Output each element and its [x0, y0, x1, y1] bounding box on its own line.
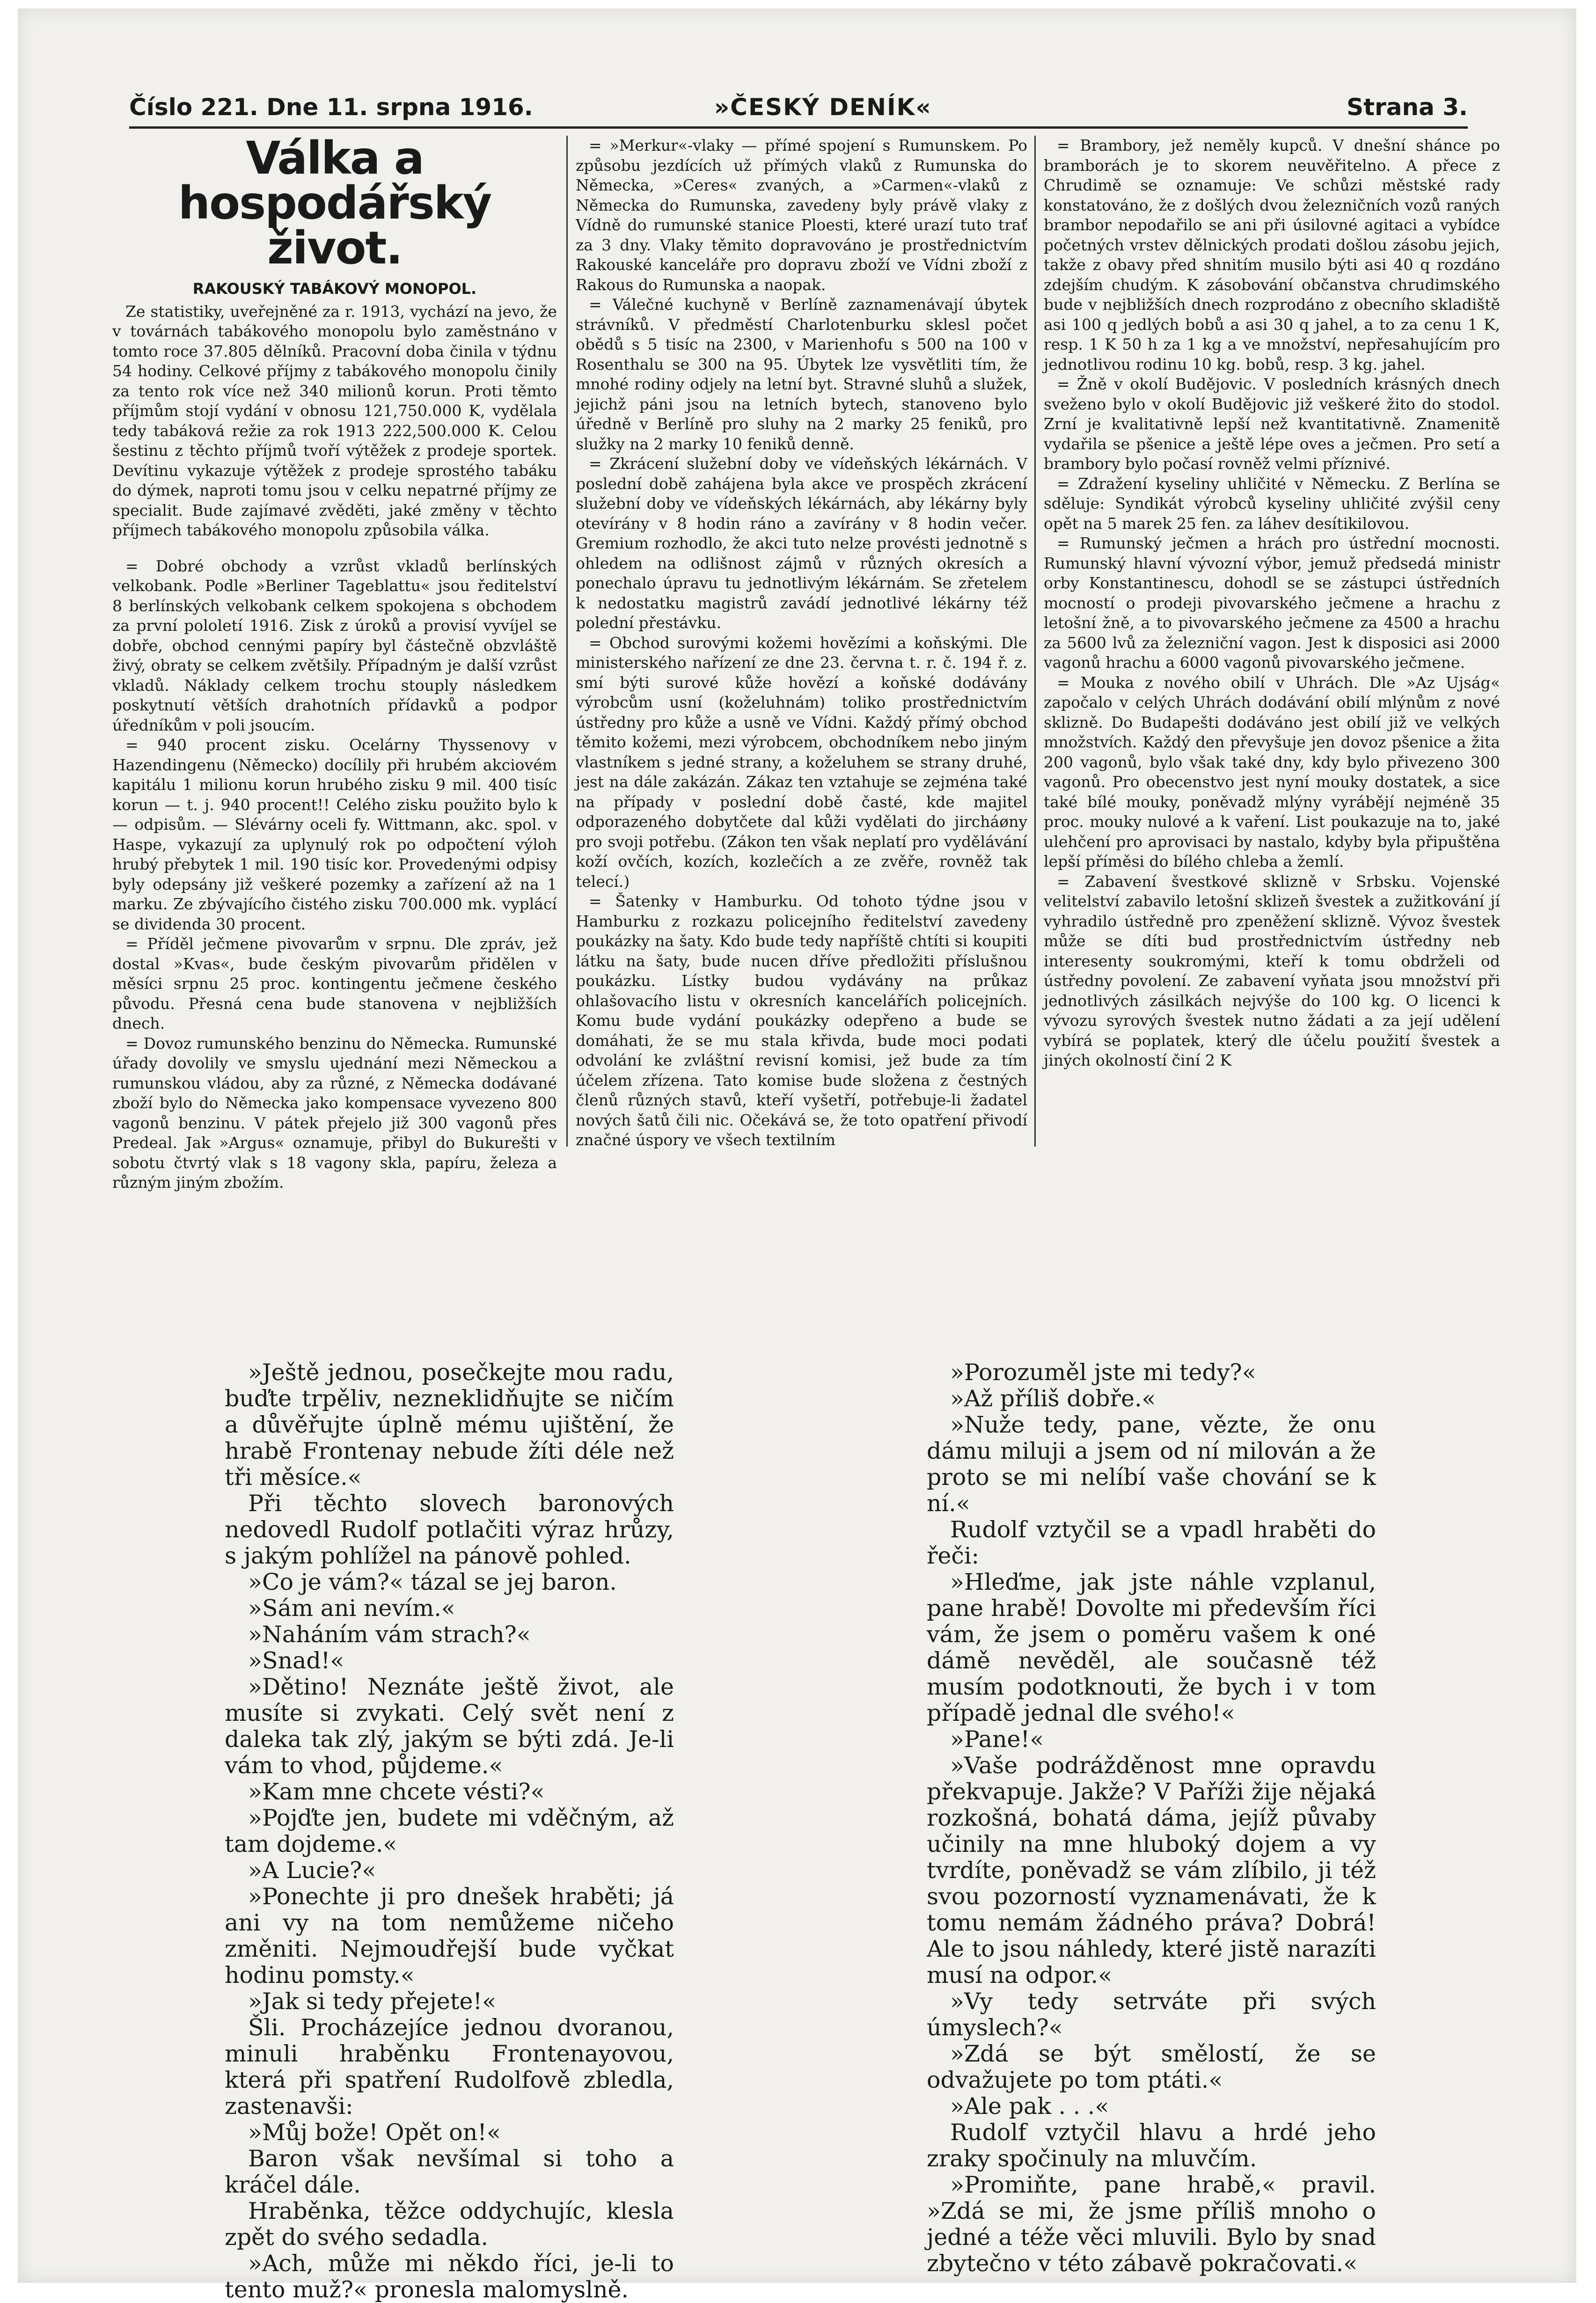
novel-paragraph: Hraběnka, těžce oddychujíc, klesla zpět do svého sedadla. — [225, 2198, 674, 2251]
novel-paragraph: »Můj bože! Opět on!« — [248, 2119, 501, 2146]
page-header — [129, 89, 1468, 129]
novel-paragraph: »Ještě jednou, posečkejte mou radu, buďte trpěliv, nezneklidňujte se ničím a důvěřujte úplně mému ujištění, že hrabě Frontenay nebude žíti déle než tři měsíce.« — [225, 1359, 674, 1491]
novel-paragraph: »Snad!« — [248, 1647, 344, 1674]
novel-paragraph: Šli. Procházejíce jednou dvoranou, minuli hraběnku Frontenayovou, která při spatření Rudolfově zbledla, zastenavši: — [225, 2014, 674, 2120]
news-item: = Zabavení švestkové sklizně v Srbsku. Vojenské velitelství zabavilo letošní sklizeň švestek a zužitkování jí vyhradilo ústředně pro zpeněžení sklizně. Vývoz švestek může se díti bud prostřednictvím ústředny neb interesenty soukromými, kteří k tomu obdrželi od ústředny povolení. Ze zabavení vyňata jsou množství při jednotlivých zásilkách nejvýše do 100 kg. O licenci k vývozu syrových švestek nutno žádati a za její udělení vybírá se poplatek, který dle účelu použití švestek a jiných okolností činí 2 K — [1044, 872, 1500, 1069]
novel-paragraph: »Ach, může mi někdo říci, je-li to tento muž?« pronesla malomyslně. — [225, 2250, 674, 2303]
news-item: = Dovoz rumunského benzinu do Německa. Rumunské úřady dovolily ve smyslu ujednání mezi Německou a rumunskou vládou, aby za různé, z Německa dodávané zboží bylo do Německa jako kompensace vyvezeno 800 vagonů benzinu. V pátek přejelo již 300 vagonů přes Predeal. Jak »Argus« oznamuje, přibyl do Bukurešti v sobotu čtvrtý vlak s 18 vagony skla, papíru, železa a různým jiným zbožím. — [112, 1034, 557, 1192]
news-item: = Rumunský ječmen a hrách pro ústřední mocnosti. Rumunský hlavní vývozní výbor, jemuž předsedá ministr orby Konstantinescu, dohodl se se zástupci ústředních mocností o prodeji pivovarského ječmene a hrachu z letošní žně, a to pivovarského ječmene za 4500 a hrachu za 5600 lvů za železniční vagon. Jest k disposici asi 2000 vagonů hrachu a 6000 vagonů pivovarského ječmene. — [1044, 534, 1500, 672]
novel-paragraph: »Až příliš dobře.« — [950, 1385, 1156, 1412]
page-number: Strana 3. — [1347, 94, 1468, 121]
news-item: = Obchod surovými kožemi hovězími a koňskými. Dle ministerského nařízení ze dne 23. června t. r. č. 194 ř. z. smí býti surové kůže hovězí a koňské dodávány výrobcům usní (koželuhnám) toliko prostřednictvím ústředny pro kůže a usně ve Vídni. Každý přímý obchod těmito kožemi, mezi výrobcem, obchodníkem nebo jiným vlastníkem s jedné strany, a koželuhem se strany druhé, jest na dále zakázán. Zákaz ten vztahuje se zejména také na případy v poslední době časté, kde majitel odporazeného dobytčete dal kůži vydělati do jircháøny pro svoji potřebu. (Zákon ten však neplatí pro vydělávání koží ovčích, kozích, kozlečích a ze zvěře, rovněž tak telecí.) — [576, 633, 1027, 891]
novel-paragraph: »Sám ani nevím.« — [248, 1595, 455, 1622]
novel-paragraph: »Zdá se být smělostí, že se odvažujete po tom ptáti.« — [927, 2040, 1376, 2093]
news-item: = Zkrácení služební doby ve vídeňských lékárnách. V poslední době zahájena byla akce ve prospěch zkrácení služební doby ve vídeňských lékárnách, aby lékárny byly otevírány v 8 hodin ráno a zavírány v 8 hodin večer. Gremium rozhodlo, že akci tuto nelze provésti jednotně s ohledem na odlišnost zájmů v různých okresích a ponechalo úpravu tu jednotlivým lékárnám. Se zřetelem k nedostatku magistrů zavádí jednotlivé lékárny též polední přestávku. — [576, 454, 1027, 632]
novel-paragraph: »Porozuměl jste mi tedy?« — [950, 1359, 1256, 1386]
novel-paragraph: »Kam mne chcete vésti?« — [248, 1778, 545, 1805]
article-headline — [112, 132, 557, 274]
novel-paragraph: »Vy tedy setrváte při svých úmyslech?« — [927, 1988, 1376, 2041]
article-column-2 — [576, 136, 1027, 1150]
novel-paragraph: Při těchto slovech baronových nedovedl Rudolf potlačiti výraz hrůzy, s jakým pohlížel na pánově pohled. — [225, 1490, 674, 1569]
novel-paragraph: »Ale pak . . .« — [950, 2093, 1109, 2120]
news-item: = 940 procent zisku. Ocelárny Thyssenovy v Hazendingenu (Německo) docílily při hrubém akciovém kapitálu 1 milionu korun hrubého zisku 9 mil. 400 tisíc korun — t. j. 940 procent!! Celého zisku použito bylo k — odpisům. — Slévárny oceli fy. Wittmann, akc. spol. v Haspe, vykazují za uplynulý rok po odpočtení výloh hrubý přebytek 1 mil. 190 tisíc kor. Provedenými odpisy byly odepsány již veškeré pozemky a zařízení až na 1 marku. Ze zbývajícího čistého zisku 700.000 mk. vyplácí se dividenda 30 procent. — [112, 736, 557, 933]
serial-novel-left — [225, 1360, 674, 2303]
news-item: = Brambory, jež neměly kupců. V dnešní shánce po bramborách je to skorem neuvěřitelno. A přece z Chrudimě se oznamuje: Ve schůzi městské rady konstatováno, že z došlých dvou železničních vozů raných brambor nepodařilo se ani při úsilovné agitaci a vybídce početných vrstev dělnických prodati došlou zásobu jejich, takže z obavy před shnitím musilo býti asi 40 q rozdáno zdejším chudým. K zásobování občanstva chrudimského bude v nejbližších dnech rozprodáno z obecního skladiště asi 100 q jedlých bobů a asi 30 q jahel, a to za cenu 1 K, resp. 1 K 50 h za 1 kg a ve množství, nepřesahujícím pro jednotlivou rodinu 10 kg. bobů, resp. 3 kg. jahel. — [1044, 136, 1500, 373]
article-column-1 — [112, 132, 557, 1193]
news-item: = Zdražení kyseliny uhličité v Německu. Z Berlína se sděluje: Syndikát výrobců kyseliny uhličité zvýšil ceny opět na 5 marek 25 fen. za láhev desítikilovou. — [1044, 474, 1500, 533]
news-item: Ze statistiky, uveřejněné za r. 1913, vychází na jevo, že v továrnách tabákového monopolu bylo zaměstnáno v tomto roce 37.805 dělníků. Pracovní doba činila v týdnu 54 hodiny. Celkové příjmy z tabákového monopolu činily za tento rok více než 340 milionů korun. Proti těmto příjmům stojí vydání v obnosu 121,750.000 K, vydělala tedy tabáková režie za rok 1913 222,500.000 K. Celou šestinu z těchto příjmů tvoří výtěžek z prodeje sportek. Devítinu vykazuje výtěžek z prodeje sprostého tabáku do dýmek, naproti tomu jsou v celku nepatrné příjmy ze specialit. Bude zajímavé zvěděti, jaké změny v těchto příjmech tabákového monopolu způsobila válka. — [112, 302, 557, 539]
news-item: = »Merkur«-vlaky — přímé spojení s Rumunskem. Po způsobu jezdících už přímých vlaků z Rumunska do Německa, »Ceres« zvaných, a »Carmen«-vlaků z Německa do Rumunska, zavedeny byly právě vlaky z Vídně do rumunské stanice Ploesti, které urazí tuto trať za 3 dny. Vlaky těmito dopravováno je prostřednictvím Rakouské kanceláře pro dopravu zboží ve Vídni zboží z Rakous do Rumunska a naopak. — [576, 136, 1027, 294]
novel-paragraph: »Hleďme, jak jste náhle vzplanul, pane hrabě! Dovolte mi především říci vám, že jsem o poměru vašem k oné dámě nevěděl, ale současně též musím podotknouti, že bych i v tom případě jednal dle svého!« — [927, 1569, 1376, 1726]
news-item: = Dobré obchody a vzrůst vkladů berlínských velkobank. Podle »Berliner Tageblattu« jsou ředitelství 8 berlínských velkobank celkem spokojena s obchodem za první pololetí 1916. Zisk z úroků a provisí vyvíjel se dobře, obchod cennými papíry byl částečně obzvláště živý, obraty se celkem zvětšily. Případným je další vzrůst vkladů. Náklady celkem trochu stouply následkem poskytnutí větších drahotních přídavků a podpor úředníkům v poli jsoucím. — [112, 556, 557, 734]
news-item: = Příděl ječmene pivovarům v srpnu. Dle zpráv, jež dostal »Kvas«, bude českým pivovarům přidělen v měsíci srpnu 25 proc. kontingentu ječmene českého původu. Přesná cena bude stanovena v nejbližších dnech. — [112, 935, 557, 1032]
novel-paragraph: »Promiňte, pane hrabě,« pravil. »Zdá se mi, že jsme příliš mnoho o jedné a téže věci mluvili. Bylo by snad zbytečno v této zábavě pokračovati.« — [927, 2171, 1376, 2277]
article-column-3 — [1044, 136, 1500, 1071]
novel-paragraph: »Vaše podrážděnost mne opravdu překvapuje. Jakže? V Paříži žije nějaká rozkošná, bohatá dáma, jejíž půvaby učinily na mne hluboký dojem a vy tvrdíte, poněvadž se vám zlíbilo, ji též svou pozorností vyznamenávati, že k tomu nemám žádného práva? Dobrá! Ale to jsou náhledy, které jistě narazíti musí na odpor.« — [927, 1752, 1376, 1989]
novel-paragraph: »Naháním vám strach?« — [248, 1621, 531, 1648]
issue-date: Číslo 221. Dne 11. srpna 1916. — [129, 94, 533, 121]
novel-paragraph: »Dětino! Neznáte ještě život, ale musíte si zvykati. Celý svět není z daleka tak zlý, jakým se býti zdá. Je-li vám to vhod, půjdeme.« — [225, 1674, 674, 1779]
novel-paragraph: Rudolf vztyčil se a vpadl hraběti do řeči: — [927, 1516, 1376, 1569]
column-divider — [1034, 136, 1036, 1147]
news-item: = Mouka z nového obilí v Uhrách. Dle »Az Ujság« započalo v celých Uhrách dodávání obilí mlýnům z nové sklizně. Do Budapešti dodáváno jest obilí již ve velkých množstvích. Každý den převyšuje jen dovoz pšenice a žita 200 vagonů, bylo však také dny, kdy bylo přivezeno 300 vagonů. Pro obecenstvo jest nyní mouky dostatek, a sice také bílé mouky, poněvadž mlýny vyrábějí nejméně 35 proc. mouky nulové a k vaření. List poukazuje na to, jaké ulehčení pro aprovisaci by nastalo, kdyby byla připuštěna lepší příměsi do bílého chleba a žemlí. — [1044, 673, 1500, 870]
novel-paragraph: »A Lucie?« — [248, 1857, 376, 1884]
masthead: »ČESKÝ DENÍK« — [714, 94, 932, 121]
novel-paragraph: »Pane!« — [950, 1726, 1044, 1753]
novel-paragraph: »Nuže tedy, pane, vězte, že onu dámu miluji a jsem od ní milován a že proto se mi nelíbí vaše chování se k ní.« — [927, 1411, 1376, 1517]
novel-paragraph: »Ponechte ji pro dnešek hraběti; já ani vy na tom nemůžeme ničeho změniti. Nejmoudřejší bude vyčkat hodinu pomsty.« — [225, 1883, 674, 1989]
novel-paragraph: »Jak si tedy přejete!« — [248, 1988, 497, 2015]
novel-paragraph: »Co je vám?« tázal se jej baron. — [248, 1569, 617, 1595]
novel-paragraph: Rudolf vztyčil hlavu a hrdé jeho zraky spočinuly na mluvčím. — [927, 2119, 1376, 2172]
serial-novel-right — [927, 1360, 1376, 2277]
column-divider — [566, 136, 568, 1147]
headline-line: život. — [267, 222, 402, 274]
news-item: = Žně v okolí Budějovic. V posledních krásných dnech sveženo bylo v okolí Budějovic již veškeré žito do stodol. Zrní je kvalitativně lepší než kvantitativně. Znamenitě vydařila se pšenice a ještě lépe oves a ječmen. Pro setí a brambory bylo počasí rovněž velmi příznivé. — [1044, 375, 1500, 473]
headline-line: Válka a hospodářský — [178, 132, 491, 229]
article-subhead: RAKOUSKÝ TABÁKOVÝ MONOPOL. — [192, 280, 477, 298]
novel-paragraph: »Pojďte jen, budete mi vděčným, až tam dojdeme.« — [225, 1805, 674, 1857]
news-item: = Šatenky v Hamburku. Od tohoto týdne jsou v Hamburku z rozkazu policejního ředitelství zavedeny poukázky na šaty. Kdo bude tedy napříště chtíti si koupiti látku na šaty, bude nucen dříve předložiti příslušnou poukázku. Lístky budou vydávány na průkaz ohlašovacího listu v okresních kancelářích policejních. Komu bude vydání poukázky odepřeno a bude se domáhati, že se mu stala křivda, bude moci podati odvolání ke zvláštní revisní komisi, jež bude za tím účelem zřízena. Tato komise bude složena z čestných členů různých stavů, kteří vyšetří, potřebuje-li žadatel nových šatů čili nic. Očekává se, že toto opatření přivodí značné úspory ve všech textilním — [576, 892, 1027, 1149]
news-item: = Válečné kuchyně v Berlíně zaznamenávají úbytek strávníků. V předměstí Charlotenburku sklesl počet obědů s 5 tisíc na 2300, v Marienhofu s 500 na 100 v Rosenthalu se 300 na 95. Úbytek lze vysvětliti tím, že mnohé rodiny odjely na letní byt. Stravné sluhů a služek, jejichž páni jsou na letních bytech, stanoveno bylo úředně v Berlíně pro sluhy na 2 marky 25 feniků, pro služky na 2 marky 10 feniků denně. — [576, 295, 1027, 453]
novel-paragraph: Baron však nevšímal si toho a kráčel dále. — [225, 2145, 674, 2198]
